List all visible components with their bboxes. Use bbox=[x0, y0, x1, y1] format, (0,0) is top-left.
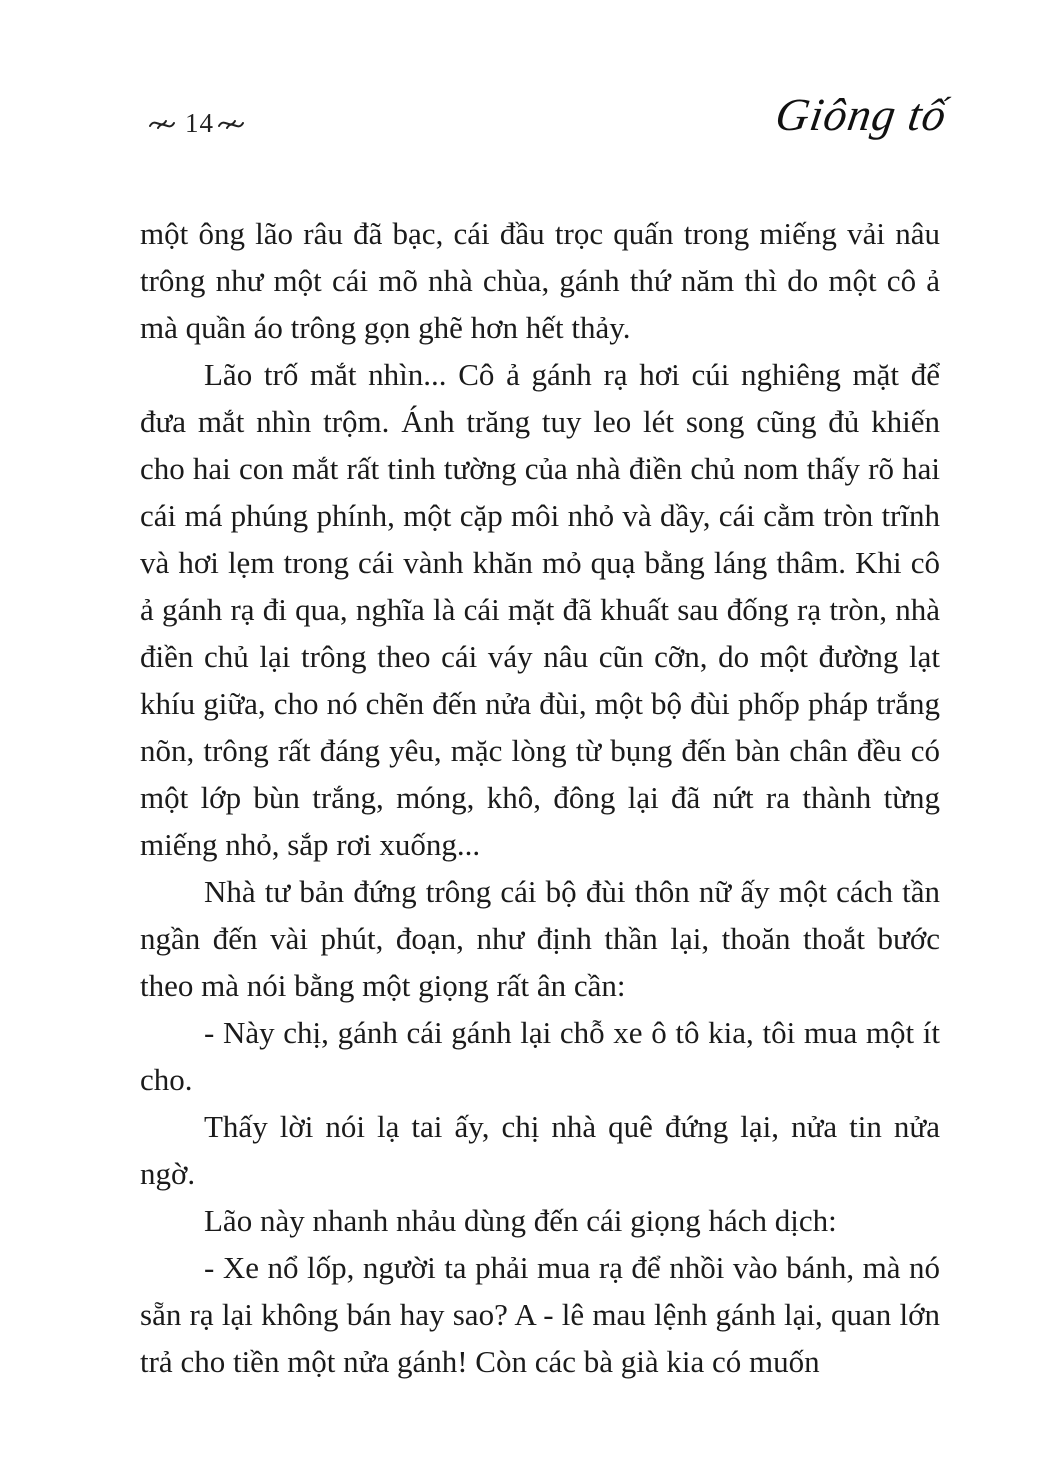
paragraph: Nhà tư bản đứng trông cái bộ đùi thôn nữ ấy một cách tần ngần đến vài phút, đoạn, như định thần lại, thoăn thoắt bước theo mà nói bằng một giọng rất ân cần: bbox=[140, 874, 940, 1003]
paragraph: Lão trố mắt nhìn... Cô ả gánh rạ hơi cúi nghiêng mặt để đưa mắt nhìn trộm. Ánh trăng tuy leo lét song cũng đủ khiến cho hai con mắt rất tinh tường của nhà điền chủ nom thấy rõ hai cái má phúng phính, một cặp môi nhỏ và dầy, cái cằm tròn trĩnh và hơi lẹm trong cái vành khăn mỏ quạ bằng láng thâm. Khi cô ả gánh rạ đi qua, nghĩa là cái mặt đã khuất sau đống rạ tròn, nhà điền chủ lại trông theo cái váy nâu cũn cỡn, do một đường lạt khíu giữa, cho nó chẽn đến nửa đùi, một bộ đùi phốp pháp trắng nõn, trông rất đáng yêu, mặc lòng từ bụng đến bàn chân đều có một lớp bùn trắng, móng, khô, đông lại đã nứt ra thành từng miếng nhỏ, sắp rơi xuống... bbox=[140, 357, 940, 862]
swash-tilde-icon bbox=[217, 115, 251, 133]
page-number-value: 14 bbox=[185, 108, 214, 138]
paragraph: Lão này nhanh nhảu dùng đến cái giọng hách dịch: bbox=[204, 1203, 837, 1238]
book-title: Giông tố bbox=[771, 89, 951, 140]
page-number bbox=[148, 110, 251, 137]
paragraph: Thấy lời nói lạ tai ấy, chị nhà quê đứng lại, nửa tin nửa ngờ. bbox=[140, 1109, 940, 1191]
paragraph: một ông lão râu đã bạc, cái đầu trọc quấn trong miếng vải nâu trông như một cái mõ nhà chùa, gánh thứ năm thì do một cô ả mà quần áo trông gọn ghẽ hơn hết thảy. bbox=[140, 216, 940, 345]
paragraph: - Này chị, gánh cái gánh lại chỗ xe ô tô kia, tôi mua một ít cho. bbox=[140, 1015, 940, 1097]
page-body bbox=[140, 210, 940, 1385]
paragraph: - Xe nổ lốp, người ta phải mua rạ để nhồi vào bánh, mà nó sẵn rạ lại không bán hay sao? A - lê mau lệnh gánh lại, quan lớn trả cho tiền một nửa gánh! Còn các bà già kia có muốn bbox=[140, 1250, 940, 1379]
swash-tilde-icon bbox=[148, 115, 182, 133]
